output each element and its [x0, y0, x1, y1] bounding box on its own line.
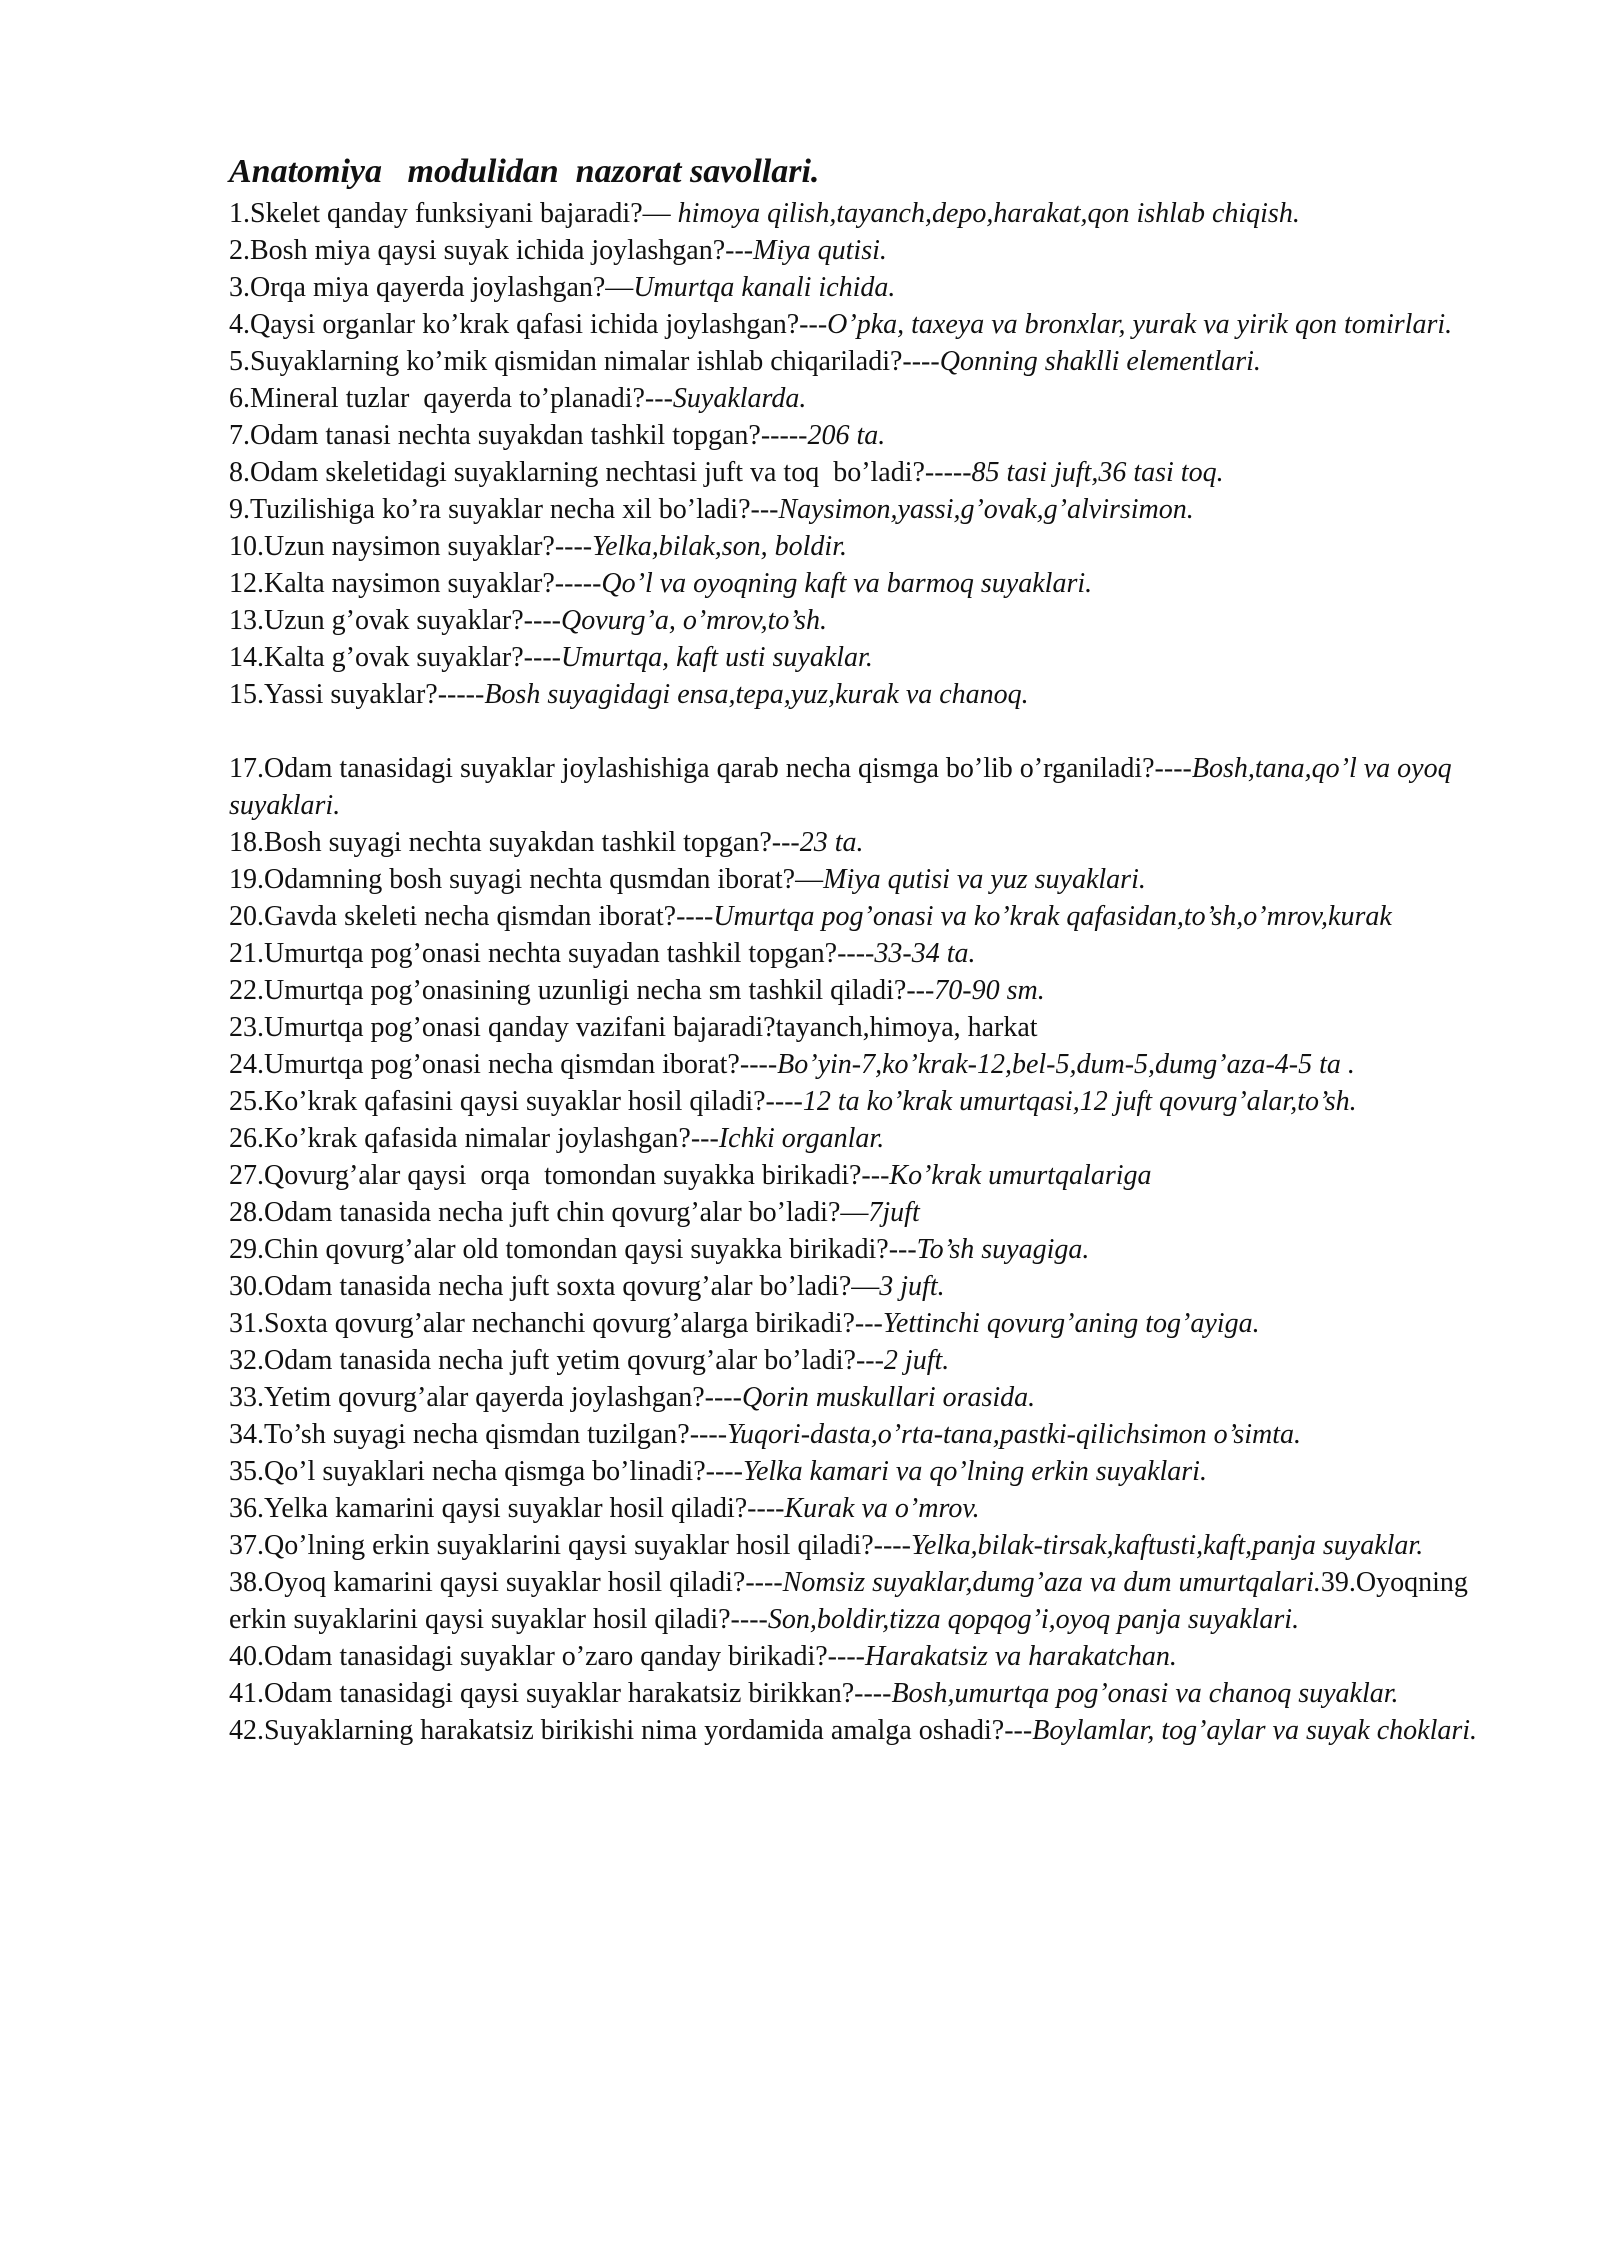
- question-item: [229, 639, 1491, 676]
- question-text: 15.Yassi suyaklar?-----: [229, 679, 485, 710]
- answer-text: Suyaklarda.: [672, 383, 807, 414]
- question-item: [229, 750, 1491, 824]
- answer-text: Harakatsiz va harakatchan.: [864, 1641, 1177, 1672]
- blank-line: [229, 713, 1491, 750]
- question-item: [229, 898, 1491, 935]
- question-text: 18.Bosh suyagi nechta suyakdan tashkil topgan?---: [229, 827, 800, 858]
- answer-text: 33-34 ta.: [874, 938, 976, 969]
- question-item: [229, 528, 1491, 565]
- answer-text: Bosh,tana,qo’l va oyoq suyaklari.: [229, 753, 1452, 821]
- question-item: [229, 1453, 1491, 1490]
- document-title: Anatomiya modulidan nazorat savollari.: [229, 153, 820, 190]
- question-text: 25.Ko’krak qafasini qaysi suyaklar hosil qiladi?----: [229, 1086, 803, 1117]
- question-item: [229, 195, 1491, 232]
- answer-text: Umurtqa, kaft usti suyaklar.: [560, 642, 873, 673]
- question-text: 21.Umurtqa pog’onasi nechta suyadan tashkil topgan?----: [229, 938, 875, 969]
- question-text: 28.Odam tanasida necha juft chin qovurg’alar bo’ladi?—: [229, 1197, 869, 1228]
- answer-text: Qonning shaklli elementlari.: [939, 346, 1261, 377]
- question-item: [229, 1009, 1491, 1046]
- answer-text: Yelka,bilak,son, boldir.: [592, 531, 847, 562]
- answer-text: himoya qilish,tayanch,depo,harakat,qon ishlab chiqish.: [677, 198, 1300, 229]
- question-item: [229, 861, 1491, 898]
- answer-text: Miya qutisi va yuz suyaklari.: [823, 864, 1146, 895]
- question-item: [229, 676, 1491, 713]
- question-text: 26.Ko’krak qafasida nimalar joylashgan?---: [229, 1123, 719, 1154]
- question-item: [229, 380, 1491, 417]
- question-text: 9.Tuzilishiga ko’ra suyaklar necha xil bo’ladi?---: [229, 494, 779, 525]
- answer-text: Qorin muskullari orasida.: [741, 1382, 1036, 1413]
- question-item: [229, 454, 1491, 491]
- question-text: 6.Mineral tuzlar qayerda to’planadi?---: [229, 383, 673, 414]
- question-item: [229, 1564, 1491, 1638]
- question-text: 12.Kalta naysimon suyaklar?-----: [229, 568, 602, 599]
- answer-text: 206 ta.: [807, 420, 886, 451]
- answer-text: 3 juft.: [879, 1271, 945, 1302]
- question-text: 8.Odam skeletidagi suyaklarning nechtasi juft va toq bo’ladi?-----: [229, 457, 972, 488]
- question-item: [229, 1120, 1491, 1157]
- question-text: 30.Odam tanasida necha juft soxta qovurg’alar bo’ladi?—: [229, 1271, 880, 1302]
- answer-text: O’pka, taxeya va bronxlar, yurak va yirik qon tomirlari.: [827, 309, 1453, 340]
- question-item: [229, 972, 1491, 1009]
- answer-text: Qovurg’a, o’mrov,to’sh.: [560, 605, 827, 636]
- question-text: 29.Chin qovurg’alar old tomondan qaysi suyakka birikadi?---: [229, 1234, 917, 1265]
- question-item: [229, 602, 1491, 639]
- question-item: [229, 491, 1491, 528]
- question-text: 2.Bosh miya qaysi suyak ichida joylashgan?---: [229, 235, 754, 266]
- question-text: 35.Qo’l suyaklari necha qismga bo’linadi?----: [229, 1456, 743, 1487]
- answer-text: 23 ta.: [799, 827, 864, 858]
- question-item: [229, 1379, 1491, 1416]
- question-item: [229, 935, 1491, 972]
- answer-text: Naysimon,yassi,g’ovak,g’alvirsimon.: [778, 494, 1194, 525]
- question-text: 42.Suyaklarning harakatsiz birikishi nima yordamida amalga oshadi?---: [229, 1715, 1033, 1746]
- question-item: [229, 232, 1491, 269]
- question-item: [229, 417, 1491, 454]
- question-item: [229, 1231, 1491, 1268]
- question-item: [229, 1157, 1491, 1194]
- question-text: 17.Odam tanasidagi suyaklar joylashishiga qarab necha qismga bo’lib o’rganiladi?----: [229, 753, 1192, 784]
- question-item: [229, 1527, 1491, 1564]
- question-item: [229, 1083, 1491, 1120]
- answer-text: 2 juft.: [883, 1345, 950, 1376]
- answer-text: Son,boldir,tizza qopqog’i,oyoq panja suyaklari.: [767, 1604, 1300, 1635]
- answer-text: Boylamlar, tog’aylar va suyak choklari.: [1032, 1715, 1478, 1746]
- question-text: 10.Uzun naysimon suyaklar?----: [229, 531, 593, 562]
- answer-text: Yuqori-dasta,o’rta-tana,pastki-qilichsimon o’simta.: [727, 1419, 1302, 1450]
- question-item: [229, 269, 1491, 306]
- question-text: 1.Skelet qanday funksiyani bajaradi?—: [229, 198, 678, 229]
- question-item: [229, 1194, 1491, 1231]
- question-item: [229, 824, 1491, 861]
- question-text: 32.Odam tanasida necha juft yetim qovurg’alar bo’ladi?---: [229, 1345, 884, 1376]
- question-text: 24.Umurtqa pog’onasi necha qismdan iborat?----: [229, 1049, 778, 1080]
- question-text: 38.Oyoq kamarini qaysi suyaklar hosil qiladi?----: [229, 1567, 783, 1598]
- question-text: 27.Qovurg’alar qaysi orqa tomondan suyakka birikadi?---: [229, 1160, 890, 1191]
- question-list: [229, 195, 1491, 1749]
- question-item: [229, 1046, 1491, 1083]
- answer-text: Ichki organlar.: [718, 1123, 885, 1154]
- question-text: 41.Odam tanasidagi qaysi suyaklar harakatsiz birikkan?----: [229, 1678, 892, 1709]
- question-text: 31.Soxta qovurg’alar nechanchi qovurg’alarga birikadi?---: [229, 1308, 883, 1339]
- question-item: [229, 1638, 1491, 1675]
- question-item: [229, 1490, 1491, 1527]
- answer-text: Ko’krak umurtqalariga: [889, 1160, 1152, 1191]
- answer-text: 7juft: [868, 1197, 920, 1228]
- answer-text: Bosh suyagidagi ensa,tepa,yuz,kurak va chanoq.: [484, 679, 1029, 710]
- question-item: [229, 1268, 1491, 1305]
- answer-text: Yelka kamari va qo’lning erkin suyaklari.: [742, 1456, 1207, 1487]
- question-item: [229, 1305, 1491, 1342]
- question-text: 37.Qo’lning erkin suyaklarini qaysi suyaklar hosil qiladi?----: [229, 1530, 911, 1561]
- question-item: [229, 1675, 1491, 1712]
- answer-text: Bosh,umurtqa pog’onasi va chanoq suyaklar.: [891, 1678, 1399, 1709]
- question-text: 4.Qaysi organlar ko’krak qafasi ichida joylashgan?---: [229, 309, 828, 340]
- question-text: 36.Yelka kamarini qaysi suyaklar hosil qiladi?----: [229, 1493, 785, 1524]
- answer-text: Umurtqa kanali ichida.: [633, 272, 896, 303]
- answer-text: To’sh suyagiga.: [916, 1234, 1090, 1265]
- answer-text: 12 ta ko’krak umurtqasi,12 juft qovurg’alar,to’sh.: [802, 1086, 1357, 1117]
- question-text: 22.Umurtqa pog’onasining uzunligi necha sm tashkil qiladi?---: [229, 975, 935, 1006]
- answer-text: 70-90 sm.: [934, 975, 1045, 1006]
- question-item: [229, 1416, 1491, 1453]
- answer-text: Nomsiz suyaklar,dumg’aza va dum umurtqalari.: [782, 1567, 1321, 1598]
- question-item: [229, 1342, 1491, 1379]
- question-text: 13.Uzun g’ovak suyaklar?----: [229, 605, 561, 636]
- answer-text: Umurtqa pog’onasi va ko’krak qafasidan,to’sh,o’mrov,kurak: [713, 901, 1392, 932]
- answer-text: Qo’l va oyoqning kaft va barmoq suyaklari.: [601, 568, 1093, 599]
- answer-text: Yelka,bilak-tirsak,kaftusti,kaft,panja suyaklar.: [910, 1530, 1424, 1561]
- document-body: [229, 150, 1491, 1749]
- answer-text: Miya qutisi.: [753, 235, 887, 266]
- question-text: 3.Orqa miya qayerda joylashgan?—: [229, 272, 634, 303]
- question-item: [229, 565, 1491, 602]
- question-text: 19.Odamning bosh suyagi nechta qusmdan iborat?—: [229, 864, 824, 895]
- question-text: 20.Gavda skeleti necha qismdan iborat?----: [229, 901, 714, 932]
- question-text: 14.Kalta g’ovak suyaklar?----: [229, 642, 561, 673]
- question-text: 40.Odam tanasidagi suyaklar o’zaro qanday birikadi?----: [229, 1641, 865, 1672]
- question-item: [229, 1712, 1491, 1749]
- question-item: [229, 306, 1491, 343]
- question-text: 5.Suyaklarning ko’mik qismidan nimalar ishlab chiqariladi?----: [229, 346, 940, 377]
- answer-text: 85 tasi juft,36 tasi toq.: [971, 457, 1224, 488]
- question-item: [229, 343, 1491, 380]
- question-text: 23.Umurtqa pog’onasi qanday vazifani bajaradi?tayanch,himoya, harkat: [229, 1012, 1038, 1043]
- question-text: 34.To’sh suyagi necha qismdan tuzilgan?----: [229, 1419, 728, 1450]
- question-text: 39.Oyoqning erkin suyaklarini qaysi suyaklar hosil qiladi?----: [229, 1567, 1468, 1635]
- answer-text: Kurak va o’mrov.: [784, 1493, 980, 1524]
- question-text: 7.Odam tanasi nechta suyakdan tashkil topgan?-----: [229, 420, 808, 451]
- answer-text: Bo’yin-7,ko’krak-12,bel-5,dum-5,dumg’aza-4-5 ta .: [777, 1049, 1355, 1080]
- question-text: 33.Yetim qovurg’alar qayerda joylashgan?----: [229, 1382, 742, 1413]
- answer-text: Yettinchi qovurg’aning tog’ayiga.: [882, 1308, 1260, 1339]
